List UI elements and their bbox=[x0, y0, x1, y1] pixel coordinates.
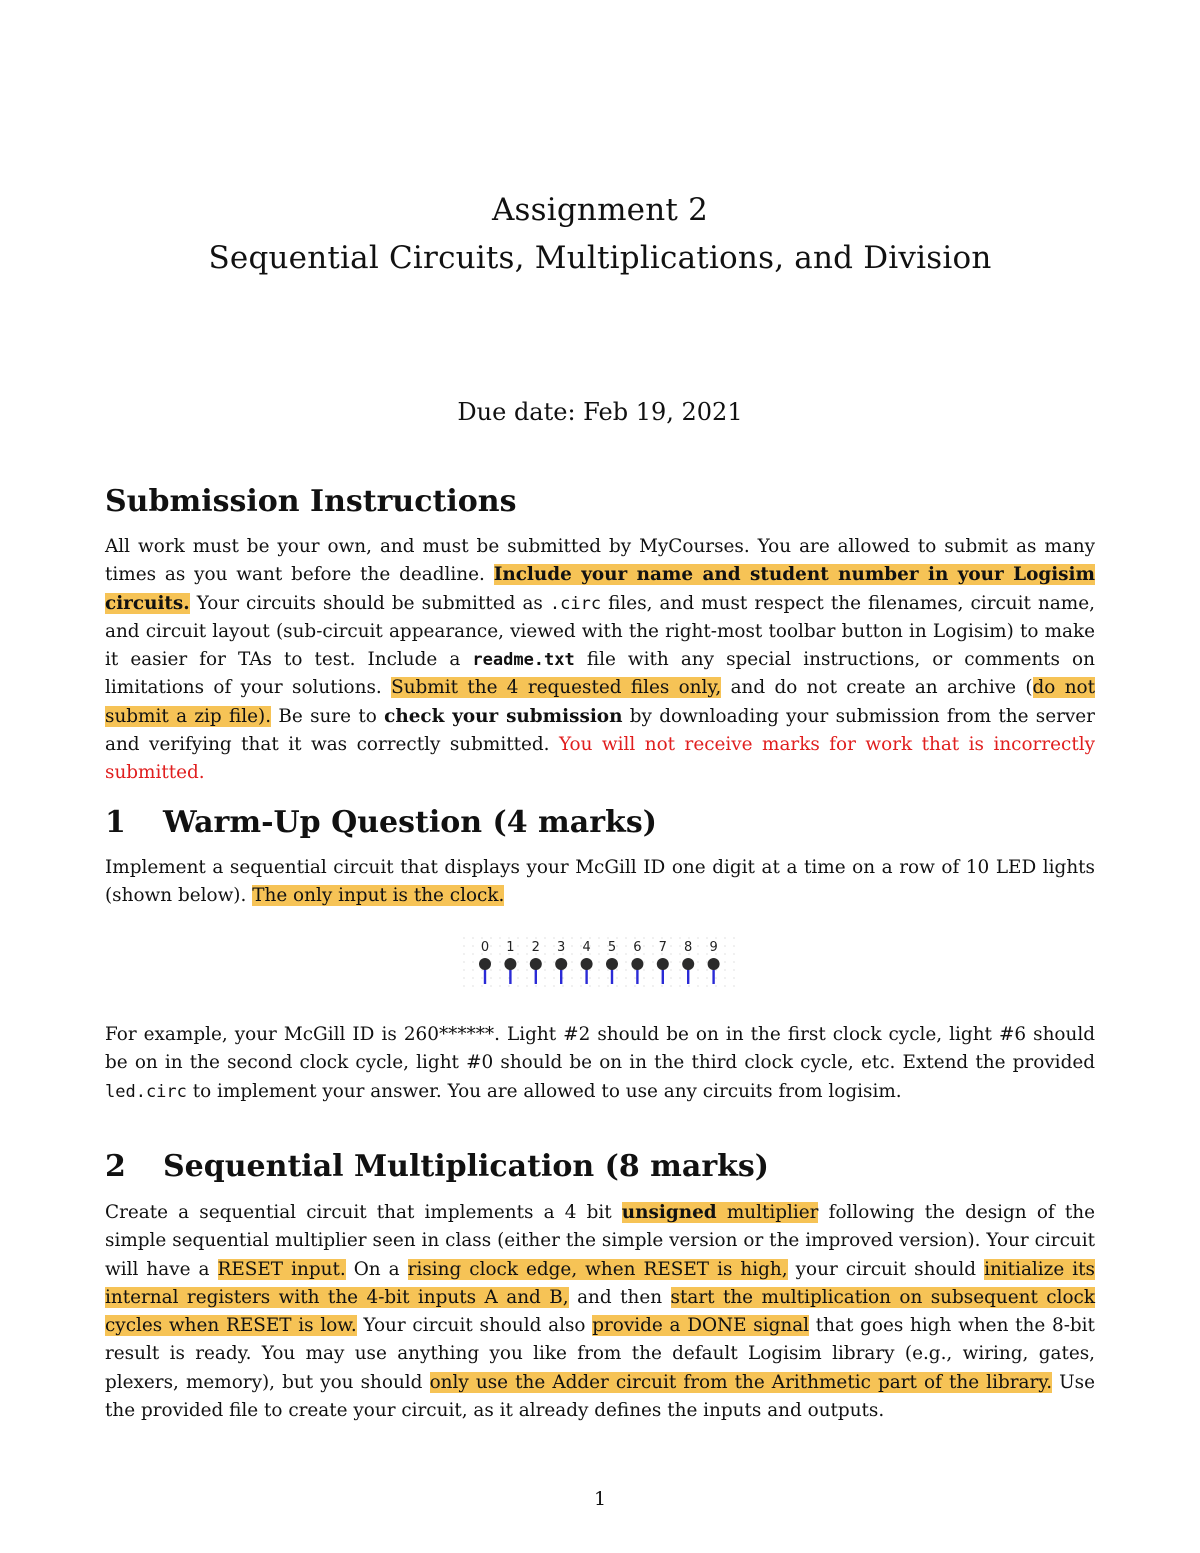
grid-dot bbox=[688, 985, 689, 986]
grid-dot bbox=[571, 937, 572, 938]
led-light bbox=[530, 958, 542, 970]
section-number-q1: 1 bbox=[105, 805, 126, 840]
grid-dot bbox=[715, 977, 716, 978]
grid-dot bbox=[589, 937, 590, 938]
grid-dot bbox=[589, 985, 590, 986]
grid-dot bbox=[508, 985, 509, 986]
grid-dot bbox=[733, 937, 734, 938]
grid-dot bbox=[463, 937, 464, 938]
led-label: 6 bbox=[633, 940, 642, 955]
grid-dot bbox=[490, 945, 491, 946]
grid-dot bbox=[517, 937, 518, 938]
q2-highlight-done: provide a DONE signal bbox=[592, 1315, 810, 1337]
submission-warning: You will not receive marks for work that is incorrectly submitted. bbox=[105, 734, 1095, 784]
submission-text-1: All work must be your own, and must be submitted by MyCourses. You are allowed to submit as many times as you want before the deadline. bbox=[105, 536, 1095, 586]
grid-dot bbox=[553, 961, 554, 962]
grid-dot bbox=[499, 953, 500, 954]
led-light bbox=[631, 958, 643, 970]
grid-dot bbox=[652, 953, 653, 954]
section-title-q1: Warm-Up Question (4 marks) bbox=[163, 805, 657, 840]
grid-dot bbox=[517, 945, 518, 946]
grid-dot bbox=[706, 985, 707, 986]
grid-dot bbox=[517, 985, 518, 986]
grid-dot bbox=[625, 961, 626, 962]
grid-dot bbox=[643, 937, 644, 938]
grid-dot bbox=[652, 961, 653, 962]
grid-dot bbox=[643, 977, 644, 978]
led-label: 3 bbox=[557, 940, 566, 955]
led-light bbox=[606, 958, 618, 970]
grid-dot bbox=[616, 937, 617, 938]
grid-dot bbox=[670, 945, 671, 946]
grid-dot bbox=[544, 945, 545, 946]
grid-dot bbox=[706, 977, 707, 978]
q2-highlight-rising-edge: rising clock edge, when RESET is high, bbox=[407, 1258, 788, 1280]
grid-dot bbox=[526, 969, 527, 970]
grid-dot bbox=[724, 945, 725, 946]
grid-dot bbox=[562, 937, 563, 938]
grid-dot bbox=[517, 953, 518, 954]
grid-dot bbox=[670, 937, 671, 938]
grid-dot bbox=[490, 937, 491, 938]
grid-dot bbox=[643, 961, 644, 962]
grid-dot bbox=[544, 977, 545, 978]
grid-dot bbox=[544, 961, 545, 962]
grid-dot bbox=[625, 985, 626, 986]
grid-dot bbox=[589, 977, 590, 978]
grid-dot bbox=[463, 953, 464, 954]
grid-dot bbox=[670, 953, 671, 954]
grid-dot bbox=[598, 937, 599, 938]
q1-highlight-clock: The only input is the clock. bbox=[252, 885, 505, 907]
q1-paragraph-1 bbox=[105, 854, 1095, 911]
grid-dot bbox=[670, 969, 671, 970]
grid-dot bbox=[625, 977, 626, 978]
grid-dot bbox=[706, 969, 707, 970]
led-label: 0 bbox=[480, 940, 490, 955]
led-label: 8 bbox=[684, 940, 693, 955]
q2-highlight-start: start the multiplication on subsequent clock cycles when RESET is low. bbox=[105, 1286, 1095, 1337]
q2-highlight-multiplier: multiplier bbox=[716, 1202, 819, 1223]
led-light bbox=[479, 958, 491, 970]
grid-dot bbox=[598, 977, 599, 978]
grid-dot bbox=[517, 969, 518, 970]
grid-dot bbox=[607, 969, 608, 970]
q1-text-1: Implement a sequential circuit that displays your McGill ID one digit at a time on a row of 10 LED lights (shown below). bbox=[105, 857, 1095, 907]
grid-dot bbox=[580, 953, 581, 954]
grid-dot bbox=[679, 969, 680, 970]
q2-text-5: and then bbox=[577, 1286, 663, 1308]
grid-dot bbox=[652, 985, 653, 986]
q2-text-8: Use the provided file to create your circuit, as it already defines the inputs and outputs. bbox=[105, 1371, 1095, 1422]
grid-dot bbox=[526, 945, 527, 946]
q2-highlight-adder: only use the Adder circuit from the Arithmetic part of the library. bbox=[429, 1371, 1053, 1393]
grid-dot bbox=[697, 969, 698, 970]
q2-highlight-initialize: initialize its internal registers with the 4-bit inputs A and B, bbox=[105, 1258, 1095, 1308]
grid-dot bbox=[517, 961, 518, 962]
grid-dot bbox=[589, 969, 590, 970]
led-row-figure bbox=[462, 934, 742, 990]
section-heading-submission: Submission Instructions bbox=[105, 484, 517, 519]
q2-bold-unsigned: unsigned bbox=[621, 1202, 717, 1223]
grid-dot bbox=[490, 969, 491, 970]
grid-dot bbox=[652, 977, 653, 978]
submission-text-6: Be sure to bbox=[278, 705, 377, 727]
led-light bbox=[708, 958, 720, 970]
led-label: 2 bbox=[531, 940, 540, 955]
q2-text-4: your circuit should bbox=[795, 1258, 977, 1280]
grid-dot bbox=[472, 945, 473, 946]
grid-dot bbox=[733, 953, 734, 954]
grid-dot bbox=[706, 937, 707, 938]
grid-dot bbox=[643, 945, 644, 946]
grid-dot bbox=[553, 953, 554, 954]
grid-dot bbox=[697, 977, 698, 978]
grid-dot bbox=[580, 985, 581, 986]
grid-dot bbox=[472, 937, 473, 938]
grid-dot bbox=[661, 985, 662, 986]
grid-dot bbox=[544, 985, 545, 986]
grid-dot bbox=[697, 937, 698, 938]
grid-dot bbox=[634, 937, 635, 938]
grid-dot bbox=[598, 961, 599, 962]
grid-dot bbox=[499, 969, 500, 970]
led-light bbox=[657, 958, 669, 970]
grid-dot bbox=[733, 945, 734, 946]
grid-dot bbox=[526, 961, 527, 962]
section-title-q2: Sequential Multiplication (8 marks) bbox=[163, 1149, 770, 1184]
grid-dot bbox=[499, 945, 500, 946]
q1-text-2: For example, your McGill ID is 260******. Light #2 should be on in the first clock cycle, light #6 should be on in the second clock cycle, light #0 should be on in the third clock cycle, etc. Extend the provided bbox=[105, 1024, 1095, 1074]
document-subtitle: Sequential Circuits, Multiplications, and Division bbox=[208, 240, 992, 276]
grid-dot bbox=[481, 977, 482, 978]
grid-dot bbox=[652, 969, 653, 970]
q1-text-3: to implement your answer. You are allowed to use any circuits from logisim. bbox=[192, 1080, 902, 1102]
submission-text-7: by downloading your submission from the server and verifying that it was correctly submitted. bbox=[105, 705, 1095, 756]
grid-dot bbox=[634, 977, 635, 978]
q2-highlight-unsigned bbox=[622, 1202, 819, 1223]
grid-dot bbox=[688, 937, 689, 938]
section-number-q2: 2 bbox=[105, 1149, 126, 1184]
grid-dot bbox=[463, 985, 464, 986]
due-date: Due date: Feb 19, 2021 bbox=[457, 398, 743, 426]
led-label: 5 bbox=[607, 940, 617, 955]
grid-dot bbox=[679, 937, 680, 938]
grid-dot bbox=[526, 977, 527, 978]
grid-dot bbox=[499, 937, 500, 938]
grid-dot bbox=[598, 953, 599, 954]
led-light bbox=[555, 958, 567, 970]
grid-dot bbox=[697, 985, 698, 986]
grid-dot bbox=[733, 985, 734, 986]
led-label: 4 bbox=[582, 940, 591, 955]
grid-dot bbox=[463, 977, 464, 978]
grid-dot bbox=[481, 969, 482, 970]
grid-dot bbox=[562, 985, 563, 986]
grid-dot bbox=[553, 945, 554, 946]
grid-dot bbox=[526, 937, 527, 938]
grid-dot bbox=[715, 985, 716, 986]
code-led-circ: led.circ bbox=[105, 1081, 187, 1102]
grid-dot bbox=[598, 985, 599, 986]
grid-dot bbox=[571, 977, 572, 978]
grid-dot bbox=[499, 985, 500, 986]
grid-dot bbox=[625, 953, 626, 954]
grid-dot bbox=[679, 961, 680, 962]
grid-dot bbox=[607, 985, 608, 986]
grid-dot bbox=[724, 985, 725, 986]
grid-dot bbox=[661, 937, 662, 938]
grid-dot bbox=[472, 961, 473, 962]
grid-dot bbox=[553, 937, 554, 938]
q2-text-1: Create a sequential circuit that implements a 4 bit bbox=[105, 1202, 612, 1223]
grid-dot bbox=[643, 953, 644, 954]
grid-dot bbox=[544, 953, 545, 954]
grid-dot bbox=[643, 985, 644, 986]
grid-dot bbox=[544, 937, 545, 938]
grid-dot bbox=[499, 977, 500, 978]
grid-dot bbox=[472, 969, 473, 970]
grid-dot bbox=[652, 945, 653, 946]
grid-dot bbox=[697, 961, 698, 962]
q2-paragraph bbox=[105, 1199, 1095, 1425]
grid-dot bbox=[697, 953, 698, 954]
q2-text-3: On a bbox=[353, 1258, 400, 1280]
grid-dot bbox=[724, 977, 725, 978]
grid-dot bbox=[472, 985, 473, 986]
q2-text-2: following the design of the simple sequential multiplier seen in class (either the simple version or the improved version). Your circuit will have a bbox=[105, 1202, 1095, 1280]
submission-bold-check: check your submission bbox=[384, 705, 623, 727]
grid-dot bbox=[616, 953, 617, 954]
grid-dot bbox=[733, 961, 734, 962]
grid-dot bbox=[481, 937, 482, 938]
grid-dot bbox=[652, 937, 653, 938]
grid-dot bbox=[679, 953, 680, 954]
grid-dot bbox=[472, 953, 473, 954]
code-circ: .circ bbox=[549, 593, 602, 614]
submission-highlight-zip: do not submit a zip file). bbox=[105, 677, 1096, 727]
grid-dot bbox=[679, 977, 680, 978]
led-light bbox=[504, 958, 516, 970]
q2-text-6: Your circuit should also bbox=[363, 1315, 586, 1337]
grid-dot bbox=[724, 953, 725, 954]
grid-dot bbox=[580, 969, 581, 970]
grid-dot bbox=[679, 945, 680, 946]
grid-dot bbox=[571, 953, 572, 954]
led-label: 1 bbox=[506, 940, 515, 955]
grid-dot bbox=[616, 977, 617, 978]
grid-dot bbox=[724, 969, 725, 970]
q2-text-7: that goes high when the 8-bit result is ready. You may use anything you like from the default Logisim library (e.g., wiring, gates, plexers, memory), but you should bbox=[105, 1315, 1095, 1393]
grid-dot bbox=[706, 945, 707, 946]
led-light bbox=[581, 958, 593, 970]
grid-dot bbox=[598, 969, 599, 970]
grid-dot bbox=[616, 985, 617, 986]
grid-dot bbox=[553, 969, 554, 970]
grid-dot bbox=[715, 937, 716, 938]
submission-text-4: file with any special instructions, or comments on limitations of your solutions. bbox=[105, 649, 1095, 699]
page-number: 1 bbox=[593, 1488, 607, 1510]
section-heading-q1 bbox=[105, 805, 657, 840]
grid-dot bbox=[517, 977, 518, 978]
grid-dot bbox=[535, 937, 536, 938]
submission-highlight-name: Include your name and student number in your Logisim circuits. bbox=[105, 564, 1095, 614]
grid-dot bbox=[670, 985, 671, 986]
grid-dot bbox=[580, 937, 581, 938]
grid-dot bbox=[463, 945, 464, 946]
submission-paragraph bbox=[105, 533, 1095, 788]
grid-dot bbox=[490, 985, 491, 986]
grid-dot bbox=[490, 977, 491, 978]
grid-dot bbox=[490, 953, 491, 954]
grid-dot bbox=[733, 977, 734, 978]
grid-dot bbox=[571, 985, 572, 986]
grid-dot bbox=[463, 969, 464, 970]
grid-dot bbox=[580, 945, 581, 946]
led-label: 9 bbox=[709, 940, 718, 955]
grid-dot bbox=[706, 953, 707, 954]
section-heading-q2 bbox=[105, 1149, 769, 1184]
grid-dot bbox=[553, 985, 554, 986]
grid-dot bbox=[670, 977, 671, 978]
grid-dot bbox=[463, 961, 464, 962]
grid-dot bbox=[697, 945, 698, 946]
grid-dot bbox=[643, 969, 644, 970]
grid-dot bbox=[571, 961, 572, 962]
grid-dot bbox=[724, 961, 725, 962]
grid-dot bbox=[526, 953, 527, 954]
grid-dot bbox=[616, 945, 617, 946]
grid-dot bbox=[571, 969, 572, 970]
grid-dot bbox=[634, 985, 635, 986]
submission-text-5: and do not create an archive ( bbox=[730, 677, 1033, 699]
grid-dot bbox=[598, 945, 599, 946]
submission-text-2: Your circuits should be submitted as bbox=[196, 592, 543, 614]
code-readme: readme.txt bbox=[472, 650, 575, 671]
grid-dot bbox=[625, 945, 626, 946]
grid-dot bbox=[724, 937, 725, 938]
led-label: 7 bbox=[658, 940, 667, 955]
grid-dot bbox=[508, 937, 509, 938]
grid-dot bbox=[607, 977, 608, 978]
q1-paragraph-2 bbox=[105, 1021, 1095, 1106]
grid-dot bbox=[670, 961, 671, 962]
submission-text-3: files, and must respect the filenames, circuit name, and circuit layout (sub-circuit appearance, viewed with the right-most toolbar button in Logisim) to make it easier for TAs to test. Include a bbox=[105, 592, 1095, 671]
grid-dot bbox=[679, 985, 680, 986]
document-title: Assignment 2 bbox=[491, 192, 709, 228]
grid-dot bbox=[499, 961, 500, 962]
grid-dot bbox=[472, 977, 473, 978]
submission-highlight-files: Submit the 4 requested files only, bbox=[391, 677, 722, 699]
led-light bbox=[682, 958, 694, 970]
grid-dot bbox=[616, 969, 617, 970]
grid-dot bbox=[580, 977, 581, 978]
grid-dot bbox=[625, 969, 626, 970]
grid-dot bbox=[706, 961, 707, 962]
grid-dot bbox=[562, 977, 563, 978]
grid-dot bbox=[625, 937, 626, 938]
grid-dot bbox=[553, 977, 554, 978]
grid-dot bbox=[535, 985, 536, 986]
grid-dot bbox=[607, 937, 608, 938]
grid-dot bbox=[544, 969, 545, 970]
grid-dot bbox=[481, 985, 482, 986]
grid-dot bbox=[571, 945, 572, 946]
grid-dot bbox=[526, 985, 527, 986]
q2-highlight-reset-input: RESET input. bbox=[217, 1258, 346, 1280]
grid-dot bbox=[733, 969, 734, 970]
